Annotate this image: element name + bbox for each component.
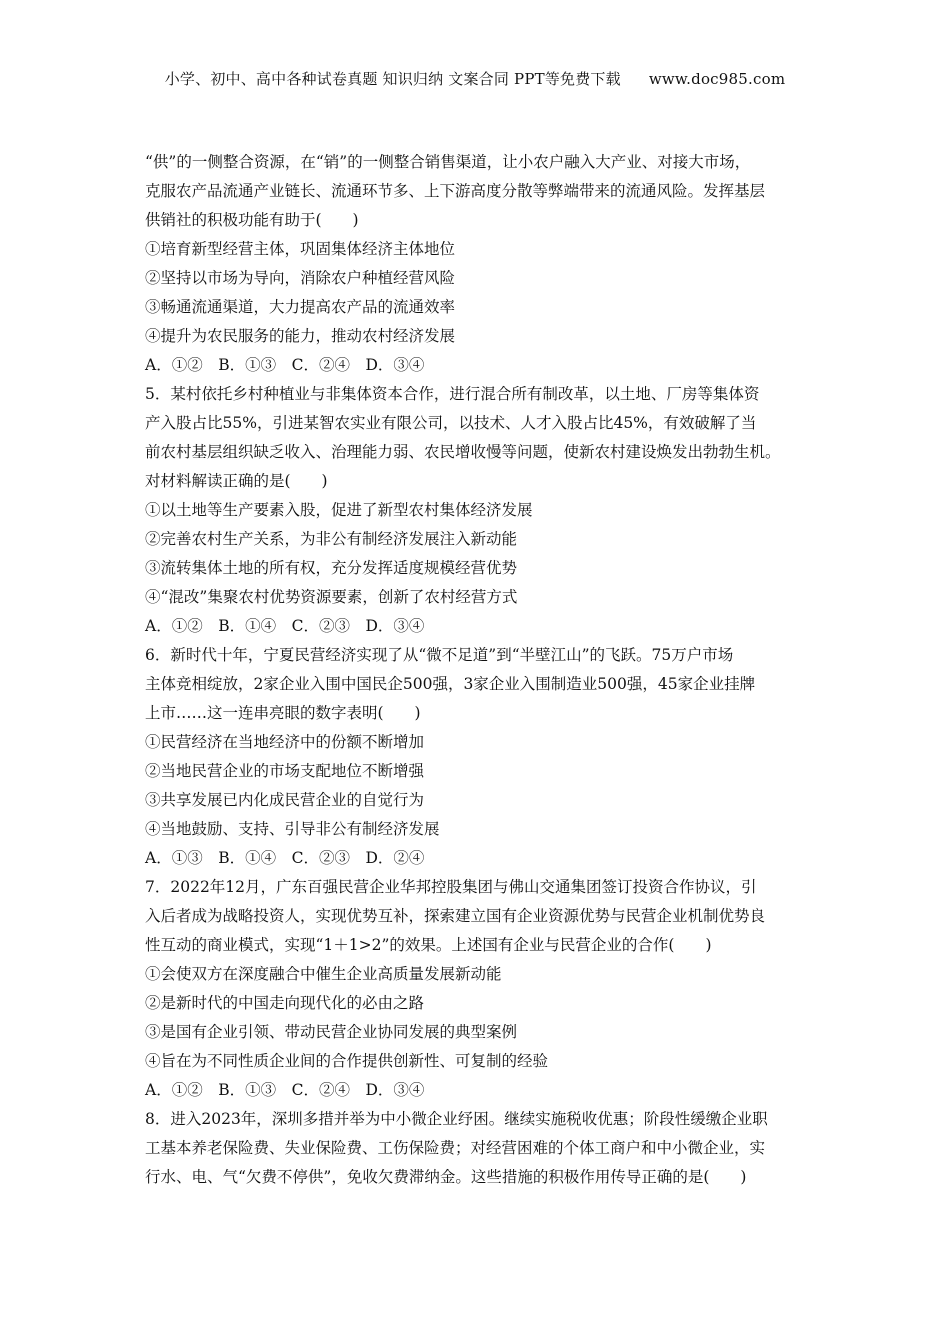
question-5-stem-line-1: 5．某村依托乡村种植业与非集体资本合作，进行混合所有制改革，以土地、厂房等集体资 bbox=[145, 385, 760, 403]
question-7-option-1: ①会使双方在深度融合中催生企业高质量发展新动能 bbox=[145, 965, 502, 983]
question-6-stem-line-1: 6．新时代十年，宁夏民营经济实现了从“微不足道”到“半壁江山”的飞跃。75万户市场 bbox=[145, 646, 734, 664]
question-4 bbox=[145, 148, 813, 380]
question-7-stem-line-3: 性互动的商业模式，实现“1＋1>2”的效果。上述国有企业与民营企业的合作( ) bbox=[145, 936, 712, 954]
question-6-option-3: ③共享发展已内化成民营企业的自觉行为 bbox=[145, 791, 425, 809]
question-4-answer-choices: A．①② B．①③ C．②④ D．③④ bbox=[145, 356, 425, 374]
question-7-option-3: ③是国有企业引领、带动民营企业协同发展的典型案例 bbox=[145, 1023, 518, 1041]
question-4-option-3: ③畅通流通渠道，大力提高农产品的流通效率 bbox=[145, 298, 456, 316]
question-5-stem-line-3: 前农村基层组织缺乏收入、治理能力弱、农民增收慢等问题，使新农村建设焕发出勃勃生机。 bbox=[145, 443, 781, 461]
question-4-stem-line-1: “供”的一侧整合资源，在“销”的一侧整合销售渠道，让小农户融入大产业、对接大市场， bbox=[145, 153, 751, 171]
exam-content bbox=[145, 148, 813, 1192]
question-5-option-2: ②完善农村生产关系，为非公有制经济发展注入新动能 bbox=[145, 530, 518, 548]
question-6-stem-line-2: 主体竞相绽放，2家企业入围中国民企500强，3家企业入围制造业500强，45家企业挂牌 bbox=[145, 675, 756, 693]
header-site-link[interactable]: www.doc985.com bbox=[648, 70, 786, 88]
question-8-stem-line-3: 行水、电、气“欠费不停供”，免收欠费滞纳金。这些措施的积极作用传导正确的是( ) bbox=[145, 1168, 747, 1186]
question-8-stem-line-1: 8．进入2023年，深圳多措并举为中小微企业纾困。继续实施税收优惠；阶段性缓缴企业职 bbox=[145, 1110, 768, 1128]
question-5-option-4: ④“混改”集聚农村优势资源要素，创新了农村经营方式 bbox=[145, 588, 518, 606]
question-6-stem-line-3: 上市……这一连串亮眼的数字表明( ) bbox=[145, 704, 421, 722]
question-6-option-1: ①民营经济在当地经济中的份额不断增加 bbox=[145, 733, 425, 751]
question-4-option-2: ②坚持以市场为导向，消除农户种植经营风险 bbox=[145, 269, 456, 287]
header-promo-text: 小学、初中、高中各种试卷真题 知识归纳 文案合同 PPT等免费下载 bbox=[164, 70, 621, 88]
question-5-option-1: ①以土地等生产要素入股，促进了新型农村集体经济发展 bbox=[145, 501, 533, 519]
question-7-option-2: ②是新时代的中国走向现代化的必由之路 bbox=[145, 994, 425, 1012]
question-8 bbox=[145, 1105, 813, 1192]
question-6 bbox=[145, 641, 813, 873]
question-7-answer-choices: A．①② B．①③ C．②④ D．③④ bbox=[145, 1081, 425, 1099]
question-5-answer-choices: A．①② B．①④ C．②③ D．③④ bbox=[145, 617, 425, 635]
question-4-option-4: ④提升为农民服务的能力，推动农村经济发展 bbox=[145, 327, 456, 345]
question-6-option-4: ④当地鼓励、支持、引导非公有制经济发展 bbox=[145, 820, 440, 838]
question-4-stem-line-3: 供销社的积极功能有助于( ) bbox=[145, 211, 359, 229]
question-6-answer-choices: A．①③ B．①④ C．②③ D．②④ bbox=[145, 849, 425, 867]
question-4-stem-line-2: 克服农产品流通产业链长、流通环节多、上下游高度分散等弊端带来的流通风险。发挥基层 bbox=[145, 182, 766, 200]
question-7-stem-line-1: 7．2022年12月，广东百强民营企业华邦控股集团与佛山交通集团签订投资合作协议，引 bbox=[145, 878, 757, 896]
question-6-option-2: ②当地民营企业的市场支配地位不断增强 bbox=[145, 762, 425, 780]
question-5-stem-line-4: 对材料解读正确的是( ) bbox=[145, 472, 328, 490]
page-header bbox=[0, 68, 950, 89]
question-7-option-4: ④旨在为不同性质企业间的合作提供创新性、可复制的经验 bbox=[145, 1052, 549, 1070]
question-5-option-3: ③流转集体土地的所有权，充分发挥适度规模经营优势 bbox=[145, 559, 518, 577]
question-7-stem-line-2: 入后者成为战略投资人，实现优势互补，探索建立国有企业资源优势与民营企业机制优势良 bbox=[145, 907, 766, 925]
question-4-option-1: ①培育新型经营主体，巩固集体经济主体地位 bbox=[145, 240, 456, 258]
question-7 bbox=[145, 873, 813, 1105]
question-5-stem-line-2: 产入股占比55%，引进某智农实业有限公司，以技术、人才入股占比45%，有效破解了当 bbox=[145, 414, 757, 432]
question-8-stem-line-2: 工基本养老保险费、失业保险费、工伤保险费；对经营困难的个体工商户和中小微企业，实 bbox=[145, 1139, 766, 1157]
question-5 bbox=[145, 380, 813, 641]
